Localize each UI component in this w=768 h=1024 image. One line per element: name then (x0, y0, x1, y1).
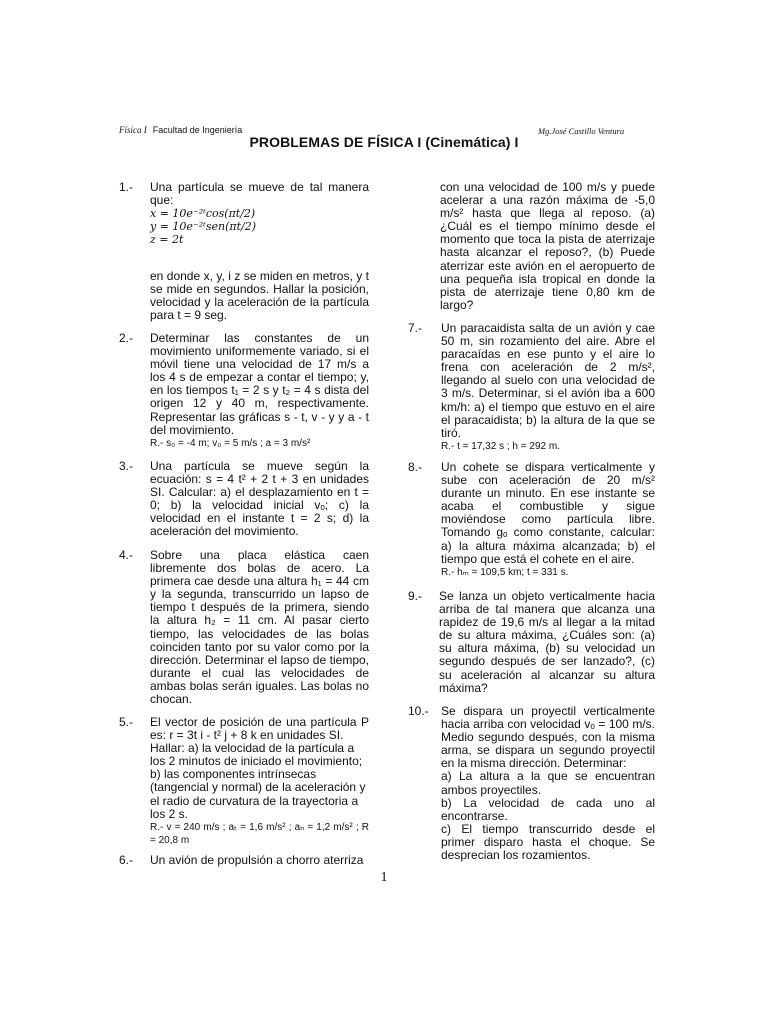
faculty-name: Facultad de Ingeniería (152, 125, 243, 135)
problem-text: Se dispara un proyectil verticalmente hacia arriba con velocidad vₒ = 100 m/s. Medio segundo después, con la misma arma, se dispara un segundo proyectil en la misma dirección. Determinar: (441, 704, 655, 771)
problem-number: 3.- (119, 459, 134, 473)
problem-text: Hallar: a) la velocidad de la partícula a los 2 minutos de iniciado el movimiento; b) las componentes intrínsecas (tangencial y normal) de la aceleración y el radio de curvatura de la trayectoria a los 2 s. (150, 741, 366, 821)
problem-text: Un cohete se dispara verticalmente y sube con aceleración de 20 m/s² durante un minuto. En ese instante se acaba el combustible y sigue moviéndose como partícula libre. Tomando gₒ como constante, calcular: a) la altura máxima alcanzada; b) el tiempo que está el cohete en el aire. (441, 460, 655, 566)
problem-number: 1.- (119, 180, 134, 194)
problem-answer: R.- s₀ = -4 m; v₀ = 5 m/s ; a = 3 m/s² (150, 437, 311, 449)
problem-text: Una partícula se mueve de tal manera que: (150, 180, 369, 208)
problem-text: El vector de posición de una partícula P es: r = 3t i - t² j + 8 k en unidades SI. (150, 715, 369, 743)
problem-answer: R.- v = 240 m/s ; aₜ = 1,6 m/s² ; aₙ = 1,2 m/s² ; R = 20,8 m (150, 821, 369, 846)
page-title: PROBLEMAS DE FÍSICA I (Cinemática) I (249, 134, 519, 150)
problem-item-b: b) La velocidad de cada uno al encontrarse. (441, 795, 655, 823)
problem-number: 8.- (408, 460, 423, 474)
problem-text: Determinar las constantes de un movimiento uniformemente variado, si el móvil tiene una velocidad de 17 m/s a los 4 s de empezar a contar el tiempo; y, en los tiempos t₁ = 2 s y t₂ = 4 s dista del origen 12 y 40 m, respectivamente. Representar las gráficas s - t, v - y y a - t del movimiento. (150, 331, 369, 437)
problem-item-c: c) El tiempo transcurrido desde el primer disparo hasta el choque. Se desprecian los rozamientos. (441, 821, 655, 863)
equation-z: z = 2t (150, 233, 184, 247)
problem-answer: R.- hₘ = 109,5 km; t = 331 s. (441, 566, 569, 578)
problem-number: 9.- (408, 589, 423, 603)
course-name: Física I (119, 125, 147, 135)
problem-number: 5.- (119, 715, 134, 729)
author-name: Mg.José Castillo Ventura (538, 126, 625, 136)
equation-x: x = 10e⁻²ᵗcos(πt/2) (150, 207, 256, 221)
problem-item-a: a) La altura a la que se encuentran ambos proyectiles. (441, 769, 655, 797)
problem-number: 2.- (119, 331, 134, 345)
problem-number: 7.- (408, 321, 423, 335)
problem-text: Una partícula se mueve según la ecuación: s = 4 t² + 2 t + 3 en unidades SI. Calcular: a) el desplazamiento en t = 0; b) la velocidad inicial vₒ; c) la velocidad en el instante t = 2 s; d) la aceleración del movimiento. (150, 459, 369, 539)
problem-number: 10.- (408, 704, 429, 718)
problem-number: 6.- (119, 853, 134, 867)
page-number: 1 (380, 870, 388, 885)
equation-y: y = 10e⁻²ᵗsen(πt/2) (150, 220, 257, 234)
problem-text: Un paracaidista salta de un avión y cae 50 m, sin rozamiento del aire. Abre el paracaídas en ese punto y el aire lo frena con aceleración de 2 m/s², llegando al suelo con una velocidad de 3 m/s. Determinar, si el avión iba a 600 km/h: a) el tiempo que estuvo en el aire el paracaidista; b) la altura de la que se tiró. (441, 321, 655, 440)
problem-text: Sobre una placa elástica caen libremente dos bolas de acero. La primera cae desde una altura h₁ = 44 cm y la segunda, transcurrido un lapso de tiempo t después de la primera, siendo la altura h₂ = 11 cm. Al pasar cierto tiempo, las velocidades de las bolas coinciden tanto por su valor como por la dirección. Determinar el lapso de tiempo, durante el cual las velocidades de ambas bolas serán iguales. Las bolas no chocan. (150, 548, 369, 707)
problem-text: Se lanza un objeto verticalmente hacia arriba de tal manera que alcanza una rapidez de 19,6 m/s al llegar a la mitad de su altura máxima, ¿Cuáles son: (a) su altura máxima, (b) su velocidad un segundo después de ser lanzado?, (c) su aceleración al alcanzar su altura máxima? (439, 589, 655, 695)
problem-answer: R.- t = 17,32 s ; h = 292 m. (441, 440, 560, 452)
problem-text: con una velocidad de 100 m/s y puede acelerar a una razón máxima de -5,0 m/s² hasta que llega al reposo. (a) ¿Cuál es el tiempo mínimo desde el momento que toca la pista de aterrizaje hasta alcanzar el reposo?, (b) Puede aterrizar este avión en el aeropuerto de una pequeña isla tropical en donde la pista de aterrizaje tiene 0,80 km de largo? (440, 180, 655, 312)
problem-text: Un avión de propulsión a chorro aterriza (150, 853, 364, 867)
problem-text: en donde x, y, i z se miden en metros, y t se mide en segundos. Hallar la posición, velocidad y la aceleración de la partícula para t = 9 seg. (150, 269, 369, 323)
problem-number: 4.- (119, 548, 134, 562)
